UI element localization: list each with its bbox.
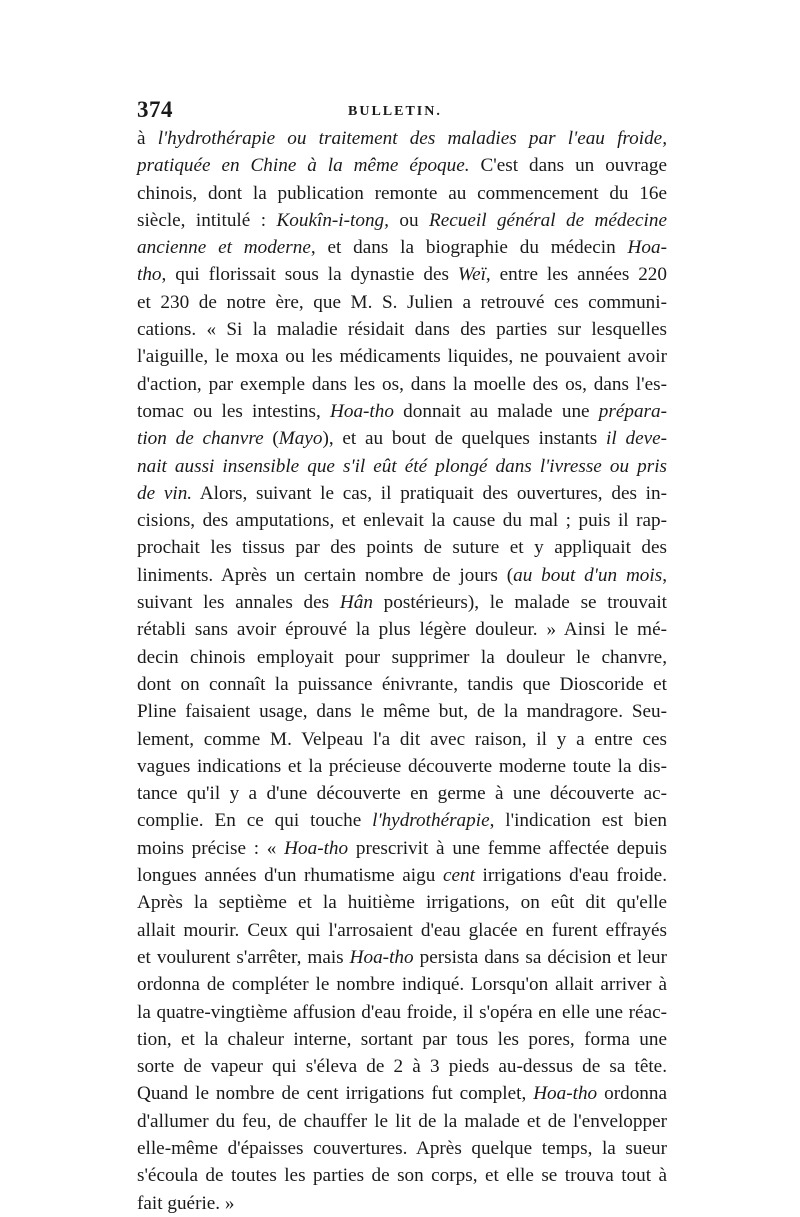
italic-text: pratiquée en Chine à la même époque.	[137, 155, 470, 177]
italic-text: Hoa-	[627, 237, 667, 259]
text-segment: ), et au bout de quelques instants	[322, 428, 607, 450]
text-segment: moins précise : «	[137, 837, 285, 859]
text-segment: postérieurs), le malade se trouvait	[372, 592, 667, 614]
text-line	[137, 616, 667, 643]
text-line	[137, 1080, 667, 1107]
text-segment: prochait les tissus par des points de suture et y appliquait des	[137, 537, 667, 559]
text-line	[137, 589, 667, 616]
text-line	[137, 671, 667, 698]
text-line	[137, 944, 667, 971]
text-segment: et voulurent s'arrêter, mais	[137, 946, 350, 968]
text-segment: Après la septième et la huitième irrigations, on eût dit qu'elle	[137, 892, 667, 914]
text-line	[137, 1190, 667, 1217]
text-segment: Quand le nombre de cent irrigations fut complet,	[137, 1083, 534, 1105]
text-segment: tomac ou les intestins,	[137, 400, 330, 422]
text-segment: la quatre-vingtième affusion d'eau froide, il s'opéra en elle une réac-	[137, 1001, 667, 1023]
text-segment: ou	[388, 209, 429, 231]
page-header	[137, 97, 665, 127]
text-segment: cations. « Si la maladie résidait dans des parties sur lesquelles	[137, 319, 667, 341]
italic-text: Hoa-tho	[533, 1083, 598, 1105]
text-line	[137, 343, 667, 370]
italic-text: cent	[442, 865, 475, 887]
text-line	[137, 207, 667, 234]
page-number: 374	[137, 97, 173, 122]
italic-text: nait aussi insensible que s'il eût été plongé dans l'ivresse ou pris	[137, 455, 667, 477]
text-line	[137, 862, 667, 889]
text-segment: irrigations d'eau froide.	[474, 865, 667, 887]
text-segment: et 230 de notre ère, que M. S. Julien a retrouvé ces communi-	[137, 291, 667, 313]
italic-text: Recueil général de médecine	[429, 209, 667, 231]
text-segment: complie. En ce qui touche	[137, 810, 373, 832]
text-segment: vagues indications et la précieuse découverte moderne toute la dis-	[137, 755, 667, 777]
italic-text: prépara-	[598, 400, 667, 422]
italic-text: Mayo	[278, 428, 323, 450]
text-segment: à	[137, 128, 158, 149]
text-line	[137, 316, 667, 343]
text-line	[137, 234, 667, 261]
text-line	[137, 562, 667, 589]
italic-text: de vin.	[137, 482, 193, 504]
text-line	[137, 1135, 667, 1162]
text-line	[137, 534, 667, 561]
text-line	[137, 971, 667, 998]
text-segment: elle-même d'épaisses couvertures. Après quelque temps, la sueur	[137, 1137, 667, 1159]
text-segment: d'action, par exemple dans les os, dans la moelle des os, dans l'es-	[137, 373, 667, 395]
text-line	[137, 453, 667, 480]
text-line	[137, 698, 667, 725]
text-segment: , entre les années 220	[485, 264, 667, 286]
text-segment: l'aiguille, le moxa ou les médicaments liquides, ne pouvaient avoir	[137, 346, 667, 368]
text-segment: siècle, intitulé :	[137, 209, 277, 231]
text-line	[137, 1162, 667, 1189]
text-segment: ,	[662, 564, 667, 586]
text-segment: , qui florissait sous la dynastie des	[161, 264, 458, 286]
text-line	[137, 180, 667, 207]
text-segment: Alors, suivant le cas, il pratiquait des ouvertures, des in-	[192, 482, 667, 504]
text-line	[137, 780, 667, 807]
text-segment: tion, et la chaleur interne, sortant par tous les pores, forma une	[137, 1028, 667, 1050]
italic-text: l'hydrothérapie	[372, 810, 490, 832]
text-segment: persista dans sa décision et leur	[413, 946, 667, 968]
italic-text: Hoa-tho	[349, 946, 414, 968]
italic-text: l'hydrothérapie ou traitement des maladies par l'eau froide,	[157, 128, 667, 149]
italic-text: Hoa-tho	[284, 837, 349, 859]
text-line	[137, 807, 667, 834]
italic-text: au bout d'un mois	[513, 564, 663, 586]
italic-text: il deve-	[606, 428, 668, 450]
text-segment: longues années d'un rhumatisme aigu	[137, 865, 443, 887]
text-line	[137, 726, 667, 753]
italic-text: Weï	[457, 264, 486, 286]
italic-text: tho	[137, 264, 162, 286]
text-segment: (	[263, 428, 279, 450]
italic-text: tion de chanvre	[137, 428, 264, 450]
text-line	[137, 261, 667, 288]
text-line	[137, 1026, 667, 1053]
text-line	[137, 999, 667, 1026]
text-line	[137, 1053, 667, 1080]
text-line	[137, 425, 667, 452]
italic-text: Hoa-tho	[330, 400, 394, 422]
text-segment: liniments. Après un certain nombre de jours (	[137, 564, 514, 586]
text-segment: ordonna de compléter le nombre indiqué. Lorsqu'on allait arriver à	[137, 974, 667, 996]
text-segment: , et dans la biographie du médecin	[310, 237, 628, 259]
text-line	[137, 835, 667, 862]
text-segment: cisions, des amputations, et enlevait la cause du mal ; puis il rap-	[137, 510, 667, 532]
text-segment: Pline faisaient usage, dans le même but, de la mandragore. Seu-	[137, 701, 667, 723]
text-line	[137, 889, 667, 916]
text-line	[137, 753, 667, 780]
text-segment: rétabli sans avoir éprouvé la plus légère douleur. » Ainsi le mé-	[137, 619, 667, 641]
text-line	[137, 1108, 667, 1135]
body-text	[137, 125, 667, 1217]
text-segment: prescrivit à une femme affectée depuis	[348, 837, 667, 859]
text-segment: donnait au malade une	[393, 400, 599, 422]
text-segment: , l'indication est bien	[489, 810, 667, 832]
text-segment: fait guérie. »	[137, 1192, 235, 1214]
running-head: BULLETIN.	[348, 104, 442, 119]
text-segment: tance qu'il y a d'une découverte en germe à une découverte ac-	[137, 783, 667, 805]
text-segment: sorte de vapeur qui s'éleva de 2 à 3 pieds au-dessus de sa tête.	[137, 1056, 667, 1078]
italic-text: Hân	[339, 592, 373, 614]
text-segment: C'est dans un ouvrage	[469, 155, 667, 177]
text-line	[137, 398, 667, 425]
text-segment: decin chinois employait pour supprimer la douleur le chanvre,	[137, 646, 667, 668]
text-segment: suivant les annales des	[137, 592, 340, 614]
text-line	[137, 480, 667, 507]
text-line	[137, 644, 667, 671]
text-segment: lement, comme M. Velpeau l'a dit avec raison, il y a entre ces	[137, 728, 667, 750]
italic-text: ancienne et moderne	[137, 237, 311, 259]
text-line	[137, 917, 667, 944]
text-line	[137, 125, 667, 152]
text-segment: dont on connaît la puissance énivrante, tandis que Dioscoride et	[137, 673, 667, 695]
text-segment: allait mourir. Ceux qui l'arrosaient d'eau glacée en furent effrayés	[137, 919, 667, 941]
text-line	[137, 371, 667, 398]
text-line	[137, 289, 667, 316]
text-segment: ordonna	[597, 1083, 667, 1105]
text-segment: d'allumer du feu, de chauffer le lit de la malade et de l'envelopper	[137, 1110, 667, 1132]
text-segment: chinois, dont la publication remonte au commencement du 16e	[137, 182, 667, 204]
italic-text: Koukîn-i-tong,	[276, 209, 389, 231]
text-segment: s'écoula de toutes les parties de son corps, et elle se trouva tout à	[137, 1165, 667, 1187]
text-line	[137, 507, 667, 534]
text-line	[137, 152, 667, 179]
